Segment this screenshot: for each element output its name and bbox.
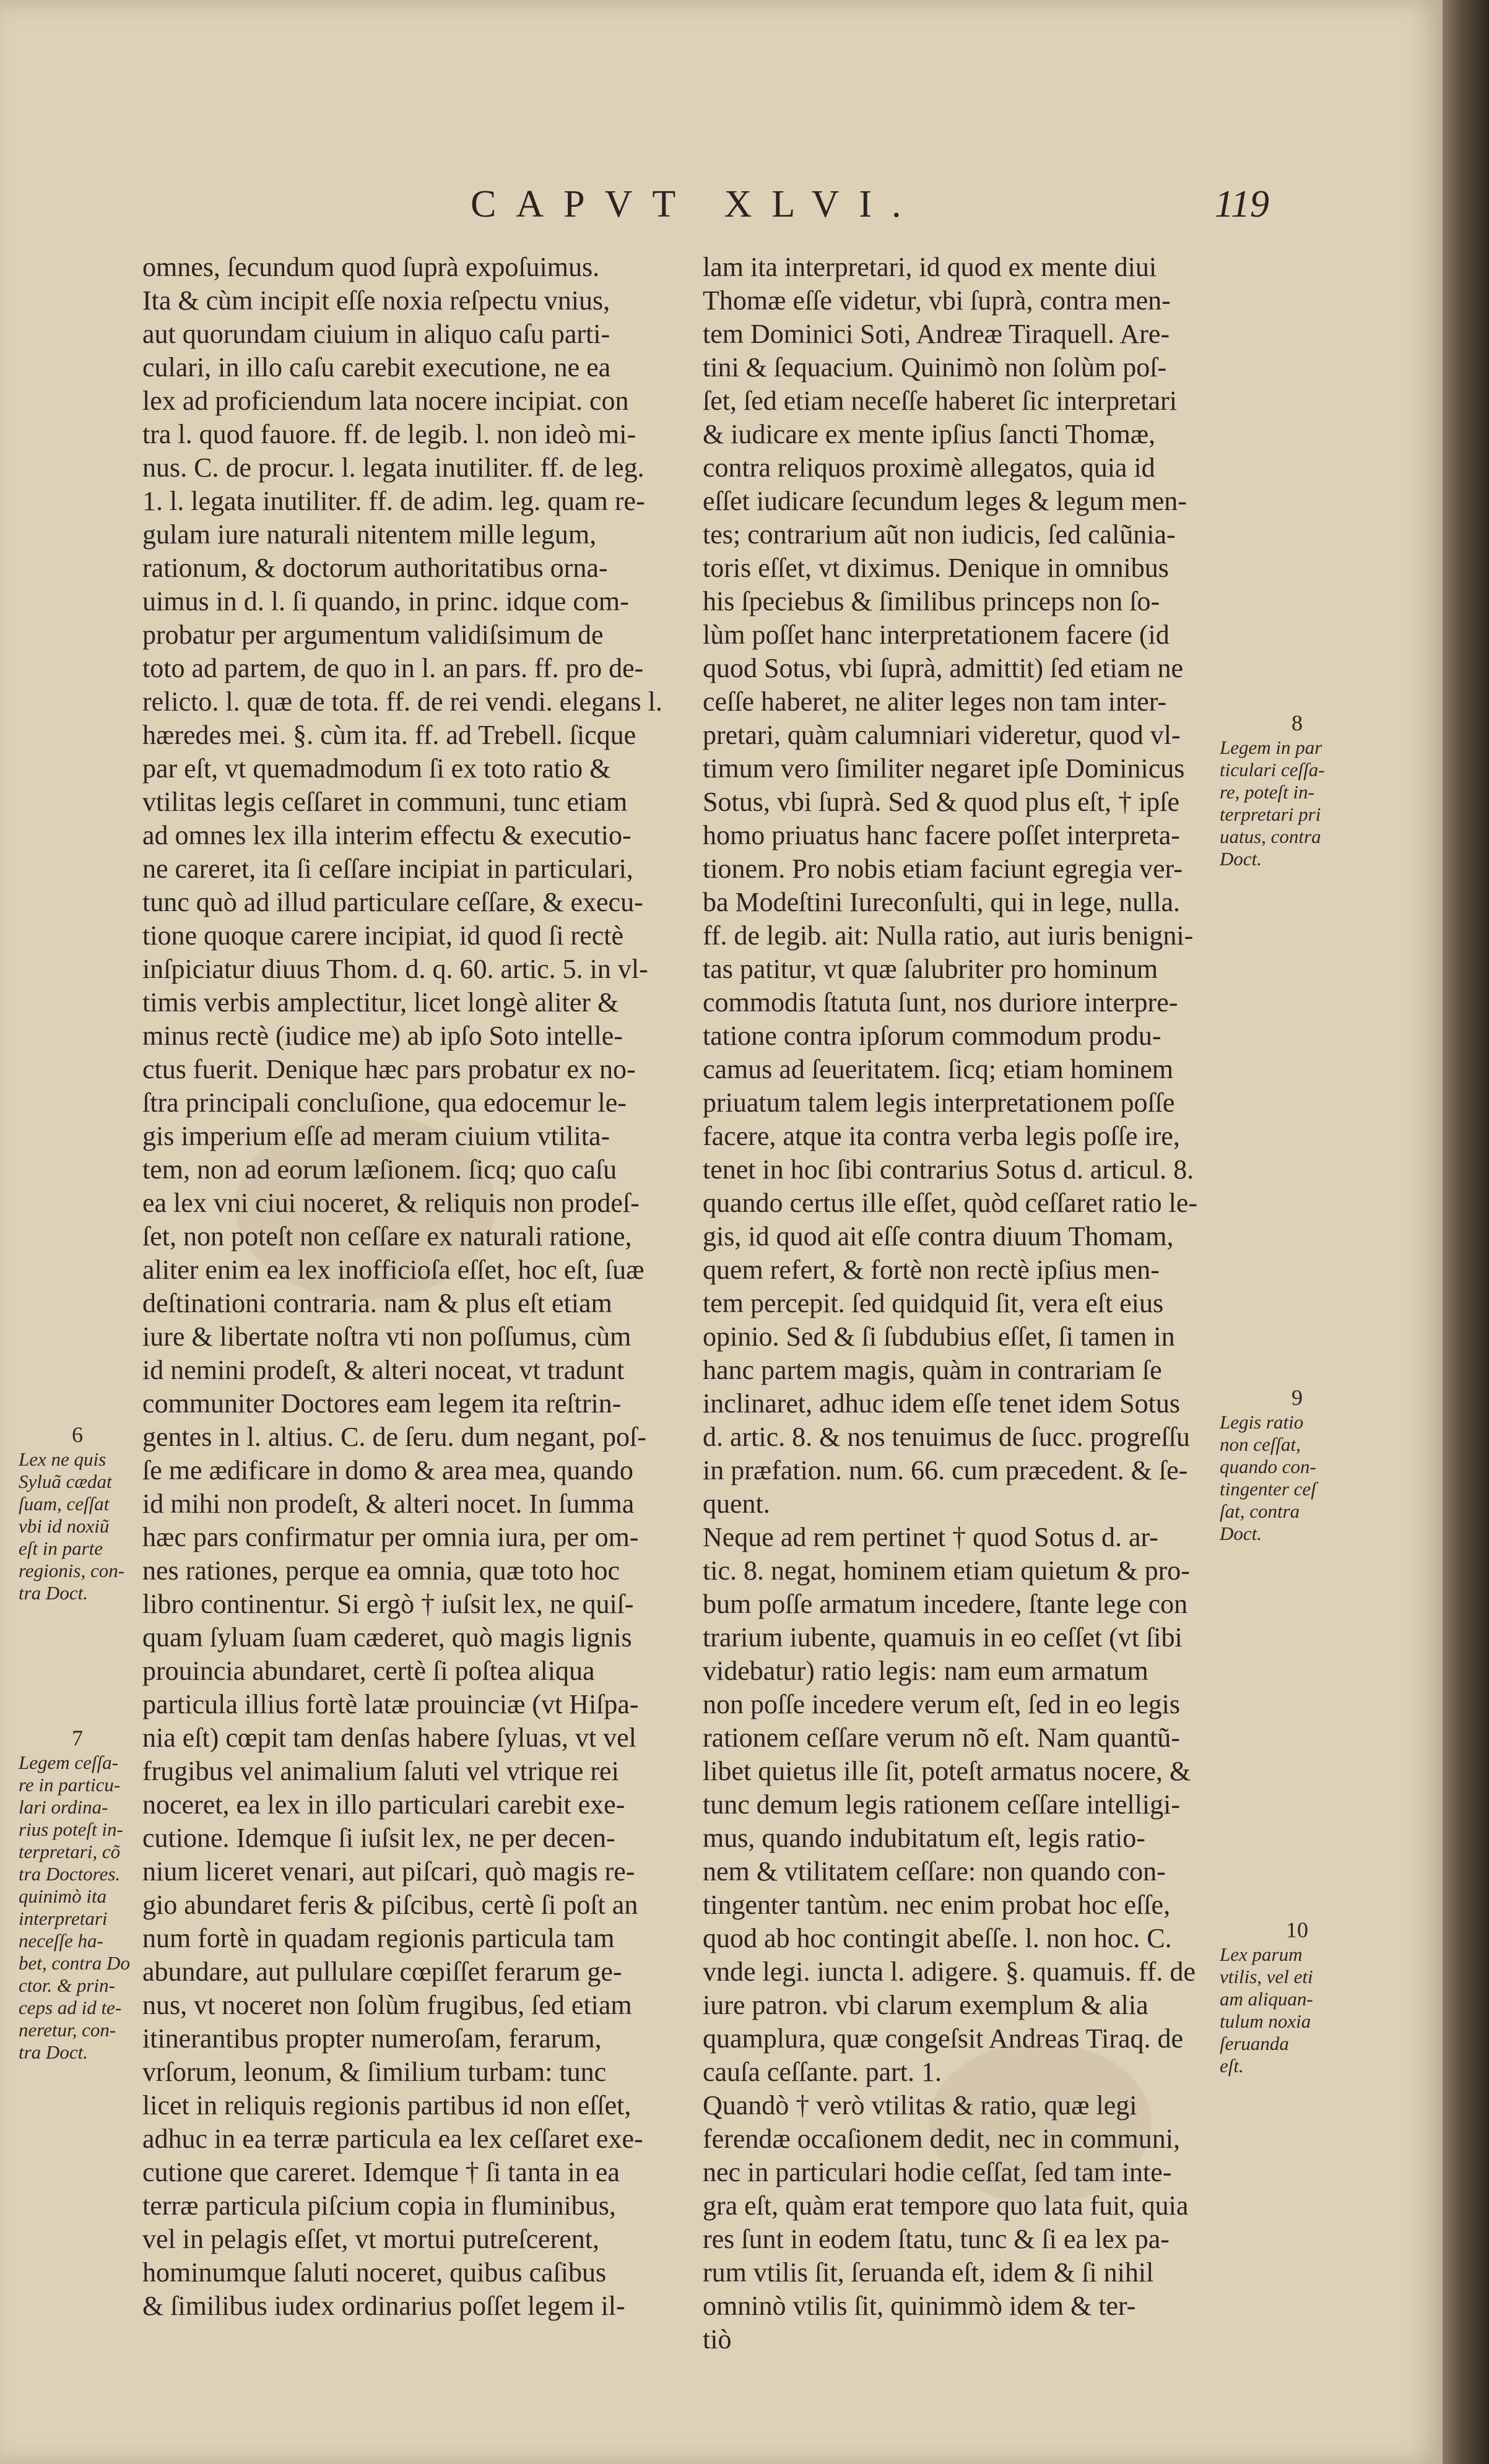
text-line: ſtra principali concluſione, qua edocemur le-: [142, 1087, 627, 1118]
text-line: 1. l. legata inutiliter. ff. de adim. leg. quam re-: [142, 486, 645, 516]
text-line: quem refert, & fortè non rectè ipſius men-: [703, 1255, 1160, 1285]
margin-note-line: terpretari, cõ: [19, 1841, 121, 1862]
book-spine-edge: [1443, 0, 1489, 2464]
margin-note-line: Syluã cædat: [19, 1471, 112, 1492]
text-line: ſet, non poteſt non ceſſare ex naturali ratione,: [142, 1221, 632, 1251]
text-line: contra reliquos proximè allegatos, quia id: [703, 452, 1155, 483]
text-line: omnes, ſecundum quod ſuprà expoſuimus.: [142, 252, 600, 282]
running-title: CAPVT XLVI.: [471, 183, 921, 225]
text-line: gra eſt, quàm erat tempore quo lata fuit, quia: [703, 2190, 1189, 2221]
text-line: vtilitas legis ceſſaret in communi, tunc etiam: [142, 787, 628, 817]
text-line: lex ad proficiendum lata nocere incipiat. con: [142, 386, 629, 416]
margin-note-number: 9: [1291, 1385, 1303, 1410]
margin-note-line: regionis, con-: [19, 1560, 125, 1581]
text-line: priuatum talem legis interpretationem poſſe: [703, 1087, 1175, 1118]
text-line: itinerantibus propter numeroſam, ferarum,: [142, 2023, 602, 2054]
text-line: camus ad ſeueritatem. ſicq; etiam hominem: [703, 1054, 1173, 1084]
text-line: his ſpeciebus & ſimilibus princeps non ſo-: [703, 586, 1160, 616]
text-line: nes rationes, perque ea omnia, quæ toto hoc: [142, 1555, 620, 1586]
text-line: nec in particulari hodie ceſſat, ſed tam inte-: [703, 2157, 1172, 2187]
text-line: gentes in l. altius. C. de ſeru. dum negant, poſ-: [142, 1422, 646, 1452]
text-line: iure & libertate noſtra vti non poſſumus, cùm: [142, 1321, 632, 1352]
margin-note-line: tra Doct.: [19, 1582, 88, 1604]
text-line: mus, quando indubitatum eſt, legis ratio-: [703, 1823, 1145, 1853]
text-line: quod Sotus, vbi ſuprà, admittit) ſed etiam ne: [703, 653, 1183, 683]
text-line: Quandò † verò vtilitas & ratio, quæ legi: [703, 2090, 1137, 2120]
margin-note-line: Legis ratio: [1220, 1411, 1304, 1433]
text-line: nem & vtilitatem ceſſare: non quando con-: [703, 1856, 1166, 1887]
text-line: ctus fuerit. Denique hæc pars probatur ex no-: [142, 1054, 636, 1084]
margin-note-line: Legem in par: [1220, 737, 1322, 758]
text-line: d. artic. 8. & nos tenuimus de ſucc. progreſſu: [703, 1422, 1190, 1452]
text-line: ſe me ædificare in domo & area mea, quando: [142, 1455, 633, 1485]
text-line: rum vtilis ſit, ſeruanda eſt, idem & ſi nihil: [703, 2257, 1154, 2288]
text-line: ſet, ſed etiam neceſſe haberet ſic interpretari: [703, 386, 1177, 416]
text-line: abundare, aut pullulare cœpiſſet ferarum ge-: [142, 1956, 622, 1987]
text-line: tra l. quod fauore. ff. de legib. l. non ideò mi-: [142, 419, 636, 449]
text-line: frugibus vel animalium ſaluti vel vtrique rei: [142, 1756, 619, 1786]
text-line: quod ab hoc contingit abeſſe. l. non hoc. C.: [703, 1923, 1172, 1953]
text-line: vnde legi. iuncta l. adigere. §. quamuis. ff. de: [703, 1956, 1196, 1987]
margin-note-9: [1220, 1386, 1374, 1545]
margin-note-line: ctor. & prin-: [19, 1974, 115, 1996]
text-line: hæc pars confirmatur per omnia iura, per om-: [142, 1522, 639, 1552]
text-line: facere, atque ita contra verba legis poſſe ire,: [703, 1121, 1180, 1151]
text-line: Thomæ eſſe videtur, vbi ſuprà, contra men-: [703, 285, 1171, 316]
text-line: in præfation. num. 66. cum præcedent. & ſe-: [703, 1455, 1188, 1485]
left-text-column: [142, 251, 675, 2323]
margin-note-line: ſuam, ceſſat: [19, 1493, 110, 1515]
text-line: hanc partem magis, quàm in contrariam ſe: [703, 1355, 1162, 1385]
text-line: rationem ceſſare verum nõ eſt. Nam quantũ-: [703, 1723, 1180, 1753]
text-line: gulam iure naturali nitentem mille legum,: [142, 519, 597, 550]
text-line: terræ particula piſcium copia in fluminibus,: [142, 2190, 616, 2221]
text-line: omninò vtilis ſit, quinimmò idem & ter-: [703, 2291, 1136, 2321]
text-line: commodis ſtatuta ſunt, nos duriore interpre-: [703, 987, 1178, 1018]
text-line: cutione. Idemque ſi iuſsit lex, ne per decen-: [142, 1823, 615, 1853]
text-line: videbatur) ratio legis: nam eum armatum: [703, 1656, 1148, 1686]
text-line: num fortè in quadam regionis particula tam: [142, 1923, 615, 1953]
margin-note-line: ſeruanda: [1220, 2033, 1289, 2054]
margin-note-line: tra Doct.: [19, 2041, 88, 2063]
margin-note-line: re, poteſt in-: [1220, 781, 1314, 803]
text-line: particula illius fortè latæ prouinciæ (vt Hiſpa-: [142, 1689, 639, 1719]
margin-note-line: re in particu-: [19, 1774, 121, 1796]
text-line: aliter enim ea lex inofficioſa eſſet, hoc eſt, ſuæ: [142, 1255, 645, 1285]
text-line: gis, id quod ait eſſe contra diuum Thomam,: [703, 1221, 1174, 1251]
text-line: quamplura, quæ congeſsit Andreas Tiraq. de: [703, 2023, 1184, 2054]
margin-note-10: [1220, 1919, 1374, 2077]
text-line: nus, vt noceret non ſolùm frugibus, ſed etiam: [142, 1990, 632, 2020]
text-line: timum vero ſimiliter negaret ipſe Dominicus: [703, 753, 1185, 784]
text-line: id mihi non prodeſt, & alteri nocet. In ſumma: [142, 1489, 635, 1519]
text-line: non poſſe incedere verum eſt, ſed in eo legis: [703, 1689, 1180, 1719]
text-line: vrſorum, leonum, & ſimilium turbam: tunc: [142, 2057, 607, 2087]
text-line: rationum, & doctorum authoritatibus orna-: [142, 553, 608, 583]
text-line: culari, in illo caſu carebit executione, ne ea: [142, 352, 611, 383]
text-line: libro continentur. Si ergò † iuſsit lex, ne quiſ-: [142, 1589, 634, 1619]
text-line: nus. C. de procur. l. legata inutiliter. ff. de leg.: [142, 452, 645, 483]
text-line: tini & ſequacium. Quinimò non ſolùm poſ-: [703, 352, 1167, 383]
margin-note-line: neceſſe ha-: [19, 1930, 103, 1952]
text-line: tes; contrarium aũt non iudicis, ſed calũnia-: [703, 519, 1176, 550]
text-line: ff. de legib. ait: Nulla ratio, aut iuris benigni-: [703, 920, 1194, 951]
text-line: uimus in d. l. ſi quando, in princ. idque com-: [142, 586, 629, 616]
text-line: quam ſyluam ſuam cæderet, quò magis lignis: [142, 1622, 632, 1653]
text-line: lam ita interpretari, id quod ex mente diui: [703, 252, 1157, 282]
text-line: toto ad partem, de quo in l. an pars. ff. pro de-: [142, 653, 644, 683]
margin-note-line: eſt.: [1220, 2055, 1244, 2077]
margin-note-number: 7: [72, 1726, 83, 1750]
text-line: deſtinationi contraria. nam & plus eſt etiam: [142, 1288, 612, 1318]
margin-note-line: tulum noxia: [1220, 2010, 1311, 2032]
text-line: eſſet iudicare ſecundum leges & legum men-: [703, 486, 1187, 516]
text-line: vel in pelagis eſſet, vt mortui putreſcerent,: [142, 2224, 599, 2254]
margin-note-line: Doct.: [1220, 848, 1262, 870]
margin-note-line: uatus, contra: [1220, 826, 1321, 847]
text-line: nium liceret venari, aut piſcari, quò magis re-: [142, 1856, 635, 1887]
text-line: inſpiciatur diuus Thom. d. q. 60. artic. 5. in vl-: [142, 954, 648, 984]
text-line: inclinaret, adhuc idem eſſe tenet idem Sotus: [703, 1388, 1180, 1419]
text-line: timis verbis amplectitur, licet longè aliter &: [142, 987, 619, 1018]
margin-note-number: 8: [1291, 711, 1303, 735]
text-line: bum poſſe armatum incedere, ſtante lege con: [703, 1589, 1188, 1619]
text-line: tenet in hoc ſibi contrarius Sotus d. articul. 8.: [703, 1154, 1194, 1185]
page-number: 119: [1214, 183, 1269, 225]
text-line: adhuc in ea terræ particula ea lex ceſſaret exe-: [142, 2124, 643, 2154]
text-line: toris eſſet, vt diximus. Denique in omnibus: [703, 553, 1169, 583]
margin-note-line: Lex parum: [1220, 1943, 1303, 1965]
text-line: tem Dominici Soti, Andreæ Tiraquell. Are-: [703, 319, 1170, 349]
text-line: communiter Doctores eam legem ita reſtrin-: [142, 1388, 622, 1419]
text-line: iure patron. vbi clarum exemplum & alia: [703, 1990, 1148, 2020]
text-line: tunc quò ad illud particulare ceſſare, & execu-: [142, 887, 643, 917]
text-line: ne careret, ita ſi ceſſare incipiat in particulari,: [142, 854, 633, 884]
text-line: noceret, ea lex in illo particulari carebit exe-: [142, 1789, 625, 1820]
margin-note-line: quinimò ita: [19, 1885, 107, 1907]
text-line: & ſimilibus iudex ordinarius poſſet legem il-: [142, 2291, 625, 2321]
text-line: relicto. l. quæ de tota. ff. de rei vendi. elegans l.: [142, 686, 662, 717]
text-line: gio abundaret feris & piſcibus, certè ſi poſt an: [142, 1890, 638, 1920]
text-line: libet quietus ille ſit, poteſt armatus nocere, &: [703, 1756, 1191, 1786]
text-line: aut quorundam ciuium in aliquo caſu parti-: [142, 319, 610, 349]
text-line: ba Modeſtini Iureconſulti, qui in lege, nulla.: [703, 887, 1181, 917]
text-line: lùm poſſet hanc interpretationem facere (id: [703, 620, 1170, 650]
text-line: licet in reliquis regionis partibus id non eſſet,: [142, 2090, 632, 2120]
margin-note-line: terpretari pri: [1220, 803, 1321, 825]
text-line: pretari, quàm calumniari videretur, quod vl-: [703, 720, 1181, 750]
text-line: tiò: [703, 2324, 732, 2354]
text-line: tunc demum legis rationem ceſſare intelligi-: [703, 1789, 1180, 1820]
text-line: Ita & cùm incipit eſſe noxia reſpectu vnius,: [142, 285, 610, 316]
text-line: Sotus, vbi ſuprà. Sed & quod plus eſt, † ipſe: [703, 787, 1179, 817]
margin-note-line: am aliquan-: [1220, 1988, 1313, 2010]
margin-note-line: ſat, contra: [1220, 1500, 1300, 1522]
text-line: par eſt, vt quemadmodum ſi ex toto ratio &: [142, 753, 611, 784]
text-line: tem, non ad eorum læſionem. ſicq; quo caſu: [142, 1154, 617, 1185]
text-line: homo priuatus hanc facere poſſet interpreta-: [703, 820, 1180, 850]
margin-note-number: 6: [72, 1422, 83, 1447]
margin-note-line: eſt in parte: [19, 1537, 103, 1559]
text-line: cauſa ceſſante. part. 1.: [703, 2057, 942, 2087]
margin-note-line: vtilis, vel eti: [1220, 1966, 1313, 1987]
margin-note-line: neretur, con-: [19, 2019, 116, 2041]
text-line: ceſſe haberet, ne aliter leges non tam inter-: [703, 686, 1167, 717]
text-line: trarium iubente, quamuis in eo ceſſet (vt ſibi: [703, 1622, 1183, 1653]
margin-note-line: Doct.: [1220, 1523, 1262, 1544]
margin-note-line: bet, contra Do: [19, 1952, 130, 1974]
margin-note-8: [1220, 712, 1374, 870]
margin-note-line: quando con-: [1220, 1456, 1316, 1477]
text-line: Neque ad rem pertinet † quod Sotus d. ar-: [703, 1522, 1158, 1552]
margin-note-number: 10: [1286, 1917, 1308, 1942]
margin-note-7: [19, 1727, 136, 2064]
margin-note-line: ceps ad id te-: [19, 1997, 122, 2018]
text-line: prouincia abundaret, certè ſi poſtea aliqua: [142, 1656, 595, 1686]
text-line: res ſunt in eodem ſtatu, tunc & ſi ea lex pa-: [703, 2224, 1170, 2254]
text-line: probatur per argumentum validiſsimum de: [142, 620, 604, 650]
margin-note-line: ticulari ceſſa-: [1220, 759, 1325, 780]
text-line: quando certus ille eſſet, quòd ceſſaret ratio le-: [703, 1188, 1198, 1218]
text-line: tionem. Pro nobis etiam faciunt egregia ver-: [703, 854, 1183, 884]
text-line: cutione que careret. Idemque † ſi tanta in ea: [142, 2157, 620, 2187]
text-line: id nemini prodeſt, & alteri noceat, vt tradunt: [142, 1355, 625, 1385]
text-line: tas patitur, vt quæ ſalubriter pro hominum: [703, 954, 1158, 984]
text-line: hominumque ſaluti noceret, quibus caſibus: [142, 2257, 607, 2288]
margin-note-line: interpretari: [19, 1908, 108, 1929]
text-line: tic. 8. negat, hominem etiam quietum & pro-: [703, 1555, 1190, 1586]
text-line: minus rectè (iudice me) ab ipſo Soto intelle-: [142, 1021, 623, 1051]
text-line: tione quoque carere incipiat, id quod ſi rectè: [142, 920, 624, 951]
margin-note-line: lari ordina-: [19, 1796, 108, 1818]
margin-note-line: vbi id noxiũ: [19, 1515, 110, 1537]
text-line: & iudicare ex mente ipſius ſancti Thomæ,: [703, 419, 1156, 449]
margin-note-line: Legem ceſſa-: [19, 1752, 118, 1773]
text-line: tem percepit. ſed quidquid ſit, vera eſt eius: [703, 1288, 1164, 1318]
text-line: nia eſt) cœpit tam denſas habere ſyluas, vt vel: [142, 1723, 636, 1753]
text-line: ferendæ occaſionem dedit, nec in communi,: [703, 2124, 1180, 2154]
margin-note-line: rius poteſt in-: [19, 1818, 123, 1840]
text-line: tingenter tantùm. nec enim probat hoc eſſe,: [703, 1890, 1171, 1920]
text-line: hæredes mei. §. cùm ita. ff. ad Trebell. ſicque: [142, 720, 636, 750]
margin-note-6: [19, 1424, 136, 1604]
text-line: opinio. Sed & ſi ſubdubius eſſet, ſi tamen in: [703, 1321, 1175, 1352]
text-line: tatione contra ipſorum commodum produ-: [703, 1021, 1161, 1051]
text-line: ea lex vni ciui noceret, & reliquis non prodeſ-: [142, 1188, 640, 1218]
text-line: ad omnes lex illa interim effectu & executio-: [142, 820, 632, 850]
text-line: gis imperium eſſe ad meram ciuium vtilita-: [142, 1121, 610, 1151]
margin-note-line: non ceſſat,: [1220, 1433, 1301, 1455]
margin-note-line: tra Doctores.: [19, 1863, 121, 1885]
margin-note-line: Lex ne quis: [19, 1448, 106, 1470]
text-line: quent.: [703, 1489, 770, 1519]
margin-note-line: tingenter ceſ: [1220, 1478, 1316, 1500]
page-header: [471, 183, 1275, 232]
right-text-column: [703, 251, 1220, 2356]
